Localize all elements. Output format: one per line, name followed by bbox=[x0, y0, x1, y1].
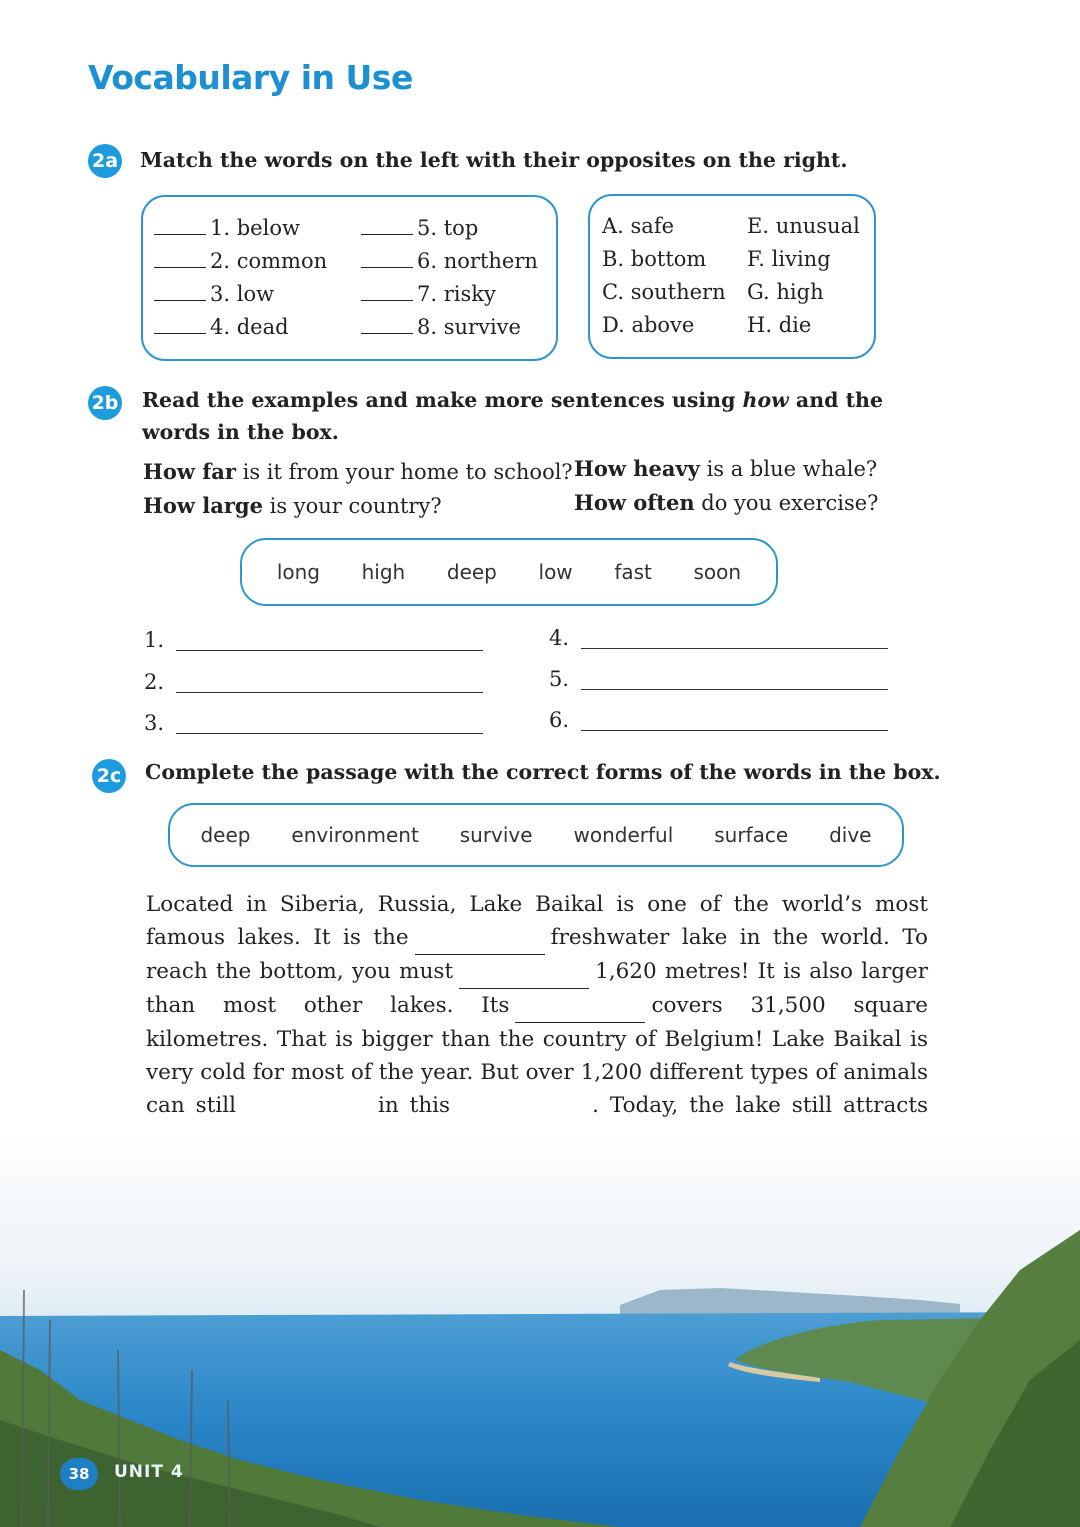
item-number: 4. bbox=[210, 315, 231, 339]
option-letter: D. bbox=[602, 313, 625, 337]
example-rest: is a blue whale? bbox=[699, 457, 878, 481]
answer-blank[interactable] bbox=[361, 299, 413, 301]
item-number: 2. bbox=[210, 249, 231, 273]
answer-blank[interactable] bbox=[154, 299, 206, 301]
passage-blank[interactable] bbox=[515, 989, 645, 1023]
answer-number: 6. bbox=[549, 708, 570, 732]
answer-rule[interactable] bbox=[581, 730, 888, 731]
example-bold: How often bbox=[574, 490, 695, 515]
item-word: common bbox=[236, 249, 328, 273]
option-item bbox=[602, 280, 726, 304]
answer-line[interactable] bbox=[144, 628, 164, 652]
answer-blank[interactable] bbox=[361, 266, 413, 268]
item-word: northern bbox=[443, 249, 538, 273]
answer-blank[interactable] bbox=[361, 332, 413, 334]
word-box-2b bbox=[240, 538, 778, 606]
page-number: 38 bbox=[60, 1458, 98, 1490]
item-number: 6. bbox=[417, 249, 438, 273]
option-item bbox=[602, 313, 694, 337]
answer-blank[interactable] bbox=[154, 266, 206, 268]
item-number: 5. bbox=[417, 216, 438, 240]
option-letter: G. bbox=[747, 280, 770, 304]
answer-rule[interactable] bbox=[176, 692, 483, 693]
match-item bbox=[154, 216, 300, 240]
word-box-item: environment bbox=[291, 823, 419, 847]
option-word: unusual bbox=[775, 214, 860, 238]
word-box-item: dive bbox=[829, 823, 872, 847]
word-box-item: soon bbox=[693, 560, 742, 584]
passage-blank[interactable] bbox=[415, 921, 545, 955]
option-item bbox=[602, 247, 706, 271]
example-bold: How heavy bbox=[574, 456, 700, 481]
option-word: bottom bbox=[630, 247, 707, 271]
word-box-item: long bbox=[276, 560, 320, 584]
option-item bbox=[747, 247, 831, 271]
passage bbox=[146, 888, 928, 1157]
answer-rule[interactable] bbox=[176, 650, 483, 651]
item-word: risky bbox=[443, 282, 496, 306]
example-bold: How far bbox=[143, 459, 236, 484]
word-box-item: survive bbox=[459, 823, 533, 847]
example-rest: is it from your home to school? bbox=[235, 460, 573, 484]
match-item bbox=[361, 249, 538, 273]
example-sentence bbox=[143, 493, 442, 518]
passage-blank[interactable] bbox=[242, 1089, 372, 1123]
word-box-2c bbox=[168, 803, 904, 867]
exercise-badge-2c: 2c bbox=[92, 759, 126, 793]
instruction-text: and the words in the box. bbox=[142, 388, 883, 444]
word-box-item: wonderful bbox=[573, 823, 674, 847]
word-box-item: high bbox=[361, 560, 406, 584]
passage-text: 1,620 metres! It is also larger than most other lakes. Its bbox=[146, 959, 928, 1018]
word-box-item: deep bbox=[200, 823, 251, 847]
match-item bbox=[361, 282, 496, 306]
example-rest: do you exercise? bbox=[694, 491, 879, 515]
example-sentence bbox=[143, 459, 573, 484]
option-letter: C. bbox=[602, 280, 624, 304]
option-item bbox=[747, 280, 824, 304]
option-word: high bbox=[776, 280, 824, 304]
option-letter: B. bbox=[602, 247, 625, 271]
example-sentence bbox=[574, 456, 877, 481]
item-number: 3. bbox=[210, 282, 231, 306]
answer-line[interactable] bbox=[549, 708, 569, 732]
passage-blank[interactable] bbox=[459, 955, 589, 989]
passage-text: . Today, the lake still attracts bbox=[592, 1093, 928, 1118]
match-item bbox=[361, 315, 521, 339]
item-number: 7. bbox=[417, 282, 438, 306]
exercise-badge-2b: 2b bbox=[88, 386, 122, 420]
option-word: living bbox=[771, 247, 831, 271]
passage-text: freshwater lake in the world. To reach the bottom, you must bbox=[146, 925, 928, 984]
match-item bbox=[154, 282, 274, 306]
option-word: southern bbox=[630, 280, 726, 304]
item-word: low bbox=[236, 282, 275, 306]
unit-label: UNIT 4 bbox=[114, 1462, 184, 1482]
option-item bbox=[747, 214, 860, 238]
passage-text: covers 31,500 square kilometres. That is bigger than the country of Belgium! Lake Baikal is very cold for most of the year. But over 1,200 different types of animals can still bbox=[146, 993, 929, 1118]
word-box-item: deep bbox=[446, 560, 497, 584]
passage-blank[interactable] bbox=[456, 1089, 586, 1123]
option-letter: E. bbox=[747, 214, 770, 238]
passage-text: in this bbox=[377, 1093, 451, 1118]
item-number: 1. bbox=[210, 216, 231, 240]
example-bold: How large bbox=[143, 493, 263, 518]
option-letter: H. bbox=[747, 313, 772, 337]
word-box-item: surface bbox=[714, 823, 789, 847]
instruction-2b bbox=[142, 384, 912, 448]
option-item bbox=[602, 214, 674, 238]
answer-rule[interactable] bbox=[581, 648, 888, 649]
option-item bbox=[747, 313, 811, 337]
answer-rule[interactable] bbox=[176, 733, 483, 734]
answer-number: 1. bbox=[144, 628, 165, 652]
word-box-item: low bbox=[538, 560, 573, 584]
answer-line[interactable] bbox=[549, 667, 569, 691]
page-title: Vocabulary in Use bbox=[88, 58, 413, 97]
answer-rule[interactable] bbox=[581, 689, 888, 690]
example-sentence bbox=[574, 490, 878, 515]
instruction-emphasis: how bbox=[742, 388, 789, 412]
answer-blank[interactable] bbox=[361, 233, 413, 235]
item-word: dead bbox=[236, 315, 289, 339]
option-word: safe bbox=[630, 214, 675, 238]
option-letter: F. bbox=[747, 247, 765, 271]
exercise-badge-2a: 2a bbox=[88, 144, 122, 178]
item-number: 8. bbox=[417, 315, 438, 339]
item-word: survive bbox=[443, 315, 521, 339]
instruction-text: Read the examples and make more sentences using bbox=[142, 388, 743, 412]
instruction-2c: Complete the passage with the correct forms of the words in the box. bbox=[145, 760, 941, 784]
answer-blank[interactable] bbox=[154, 332, 206, 334]
answer-number: 3. bbox=[144, 711, 165, 735]
match-item bbox=[154, 315, 289, 339]
answer-line[interactable] bbox=[144, 711, 164, 735]
instruction-2a: Match the words on the left with their opposites on the right. bbox=[140, 148, 848, 172]
option-word: above bbox=[631, 313, 695, 337]
item-word: top bbox=[443, 216, 479, 240]
answer-number: 2. bbox=[144, 670, 165, 694]
option-word: die bbox=[778, 313, 812, 337]
answer-number: 5. bbox=[549, 667, 570, 691]
answer-line[interactable] bbox=[144, 670, 164, 694]
match-item bbox=[361, 216, 478, 240]
answer-number: 4. bbox=[549, 626, 570, 650]
answer-line[interactable] bbox=[549, 626, 569, 650]
option-letter: A. bbox=[602, 214, 624, 238]
item-word: below bbox=[236, 216, 300, 240]
example-rest: is your country? bbox=[262, 494, 442, 518]
word-box-item: fast bbox=[614, 560, 652, 584]
passage-text: Located in Siberia, Russia, Lake Baikal is one of the world’s most famous lakes. It is the bbox=[146, 892, 928, 950]
match-item bbox=[154, 249, 327, 273]
answer-blank[interactable] bbox=[154, 233, 206, 235]
